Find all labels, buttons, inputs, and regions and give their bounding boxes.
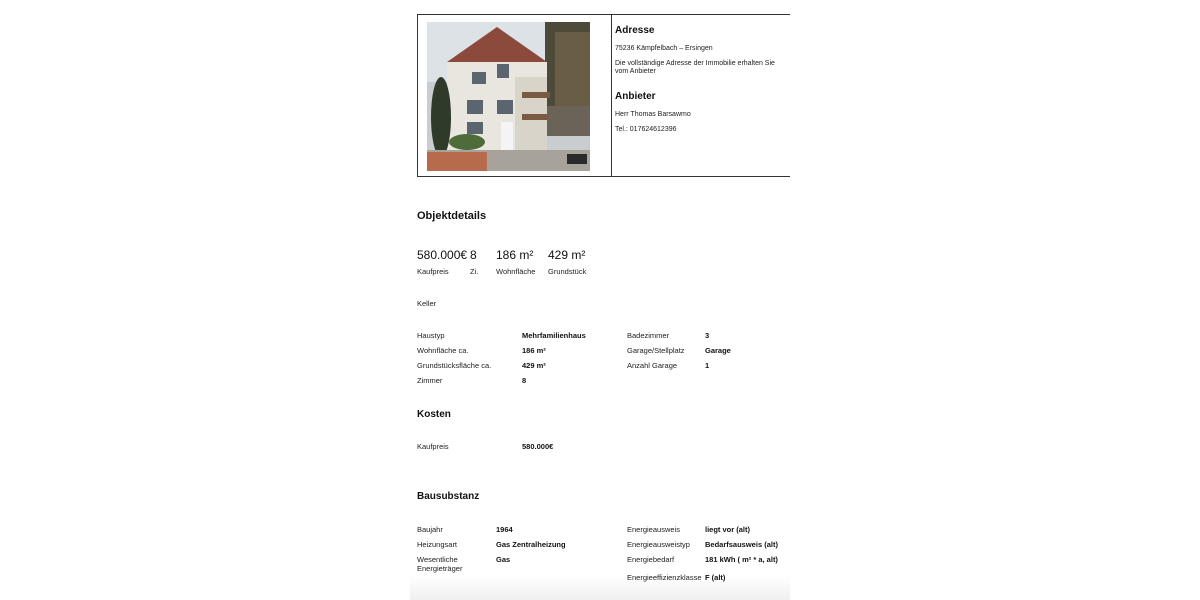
detail-value: 8 bbox=[522, 376, 527, 385]
substance-heading: Bausubstanz bbox=[417, 491, 480, 502]
address-note: Die vollständige Adresse der Immobilie erhalten Sie vom Anbieter bbox=[615, 60, 775, 75]
stat-price-value: 580.000€ bbox=[417, 248, 468, 262]
stat-price-label: Kaufpreis bbox=[417, 267, 449, 276]
energy-value: F (alt) bbox=[705, 573, 726, 582]
energy-label: Energieausweistyp bbox=[627, 540, 690, 549]
address-heading: Adresse bbox=[615, 25, 655, 36]
stat-living-label: Wohnfläche bbox=[496, 267, 536, 276]
details-heading: Objektdetails bbox=[417, 210, 487, 222]
substance-label: Heizungsart bbox=[417, 540, 458, 549]
header-divider bbox=[611, 15, 612, 177]
provider-name: Herr Thomas Barsawmo bbox=[615, 111, 691, 118]
feature-keller: Keller bbox=[417, 299, 437, 308]
stat-plot-value: 429 m² bbox=[548, 248, 586, 262]
provider-heading: Anbieter bbox=[615, 91, 656, 102]
substance-value: 1964 bbox=[496, 525, 513, 534]
detail-label: Anzahl Garage bbox=[627, 361, 678, 370]
detail-value: Garage bbox=[705, 346, 731, 355]
stat-plot-label: Grundstück bbox=[548, 267, 587, 276]
energy-value: 181 kWh ( m² * a, alt) bbox=[705, 555, 778, 564]
energy-value: Bedarfsausweis (alt) bbox=[705, 540, 778, 549]
detail-label: Badezimmer bbox=[627, 331, 670, 340]
costs-heading: Kosten bbox=[417, 409, 451, 420]
detail-value: 1 bbox=[705, 361, 710, 370]
stat-rooms-label: Zi. bbox=[470, 267, 479, 276]
detail-value: 186 m² bbox=[522, 346, 546, 355]
detail-label: Grundstücksfläche ca. bbox=[417, 361, 492, 370]
substance-value: Gas bbox=[496, 555, 511, 564]
energy-label: Energieeffizienzklasse bbox=[627, 573, 702, 582]
listing-header-box bbox=[417, 14, 790, 177]
cost-value: 580.000€ bbox=[522, 442, 554, 451]
detail-label: Zimmer bbox=[417, 376, 443, 385]
energy-label: Energieausweis bbox=[627, 525, 680, 534]
substance-label: Baujahr bbox=[417, 525, 443, 534]
bottom-fade bbox=[410, 575, 790, 600]
detail-value: 3 bbox=[705, 331, 710, 340]
detail-label: Wohnfläche ca. bbox=[417, 346, 469, 355]
energy-label: Energiebedarf bbox=[627, 555, 675, 564]
detail-label: Haustyp bbox=[417, 331, 445, 340]
stat-living-value: 186 m² bbox=[496, 248, 534, 262]
detail-value: Mehrfamilienhaus bbox=[522, 331, 586, 340]
stat-rooms-value: 8 bbox=[470, 248, 477, 262]
detail-label: Garage/Stellplatz bbox=[627, 346, 685, 355]
property-photo[interactable] bbox=[427, 22, 590, 171]
provider-phone[interactable]: Tel.: 017624612396 bbox=[615, 126, 677, 133]
substance-value: Gas Zentralheizung bbox=[496, 540, 566, 549]
detail-value: 429 m² bbox=[522, 361, 546, 370]
substance-label: Wesentliche Energieträger bbox=[417, 555, 463, 573]
address-line: 75236 Kämpfelbach – Ersingen bbox=[615, 45, 713, 52]
energy-value: liegt vor (alt) bbox=[705, 525, 751, 534]
cost-label: Kaufpreis bbox=[417, 442, 449, 451]
